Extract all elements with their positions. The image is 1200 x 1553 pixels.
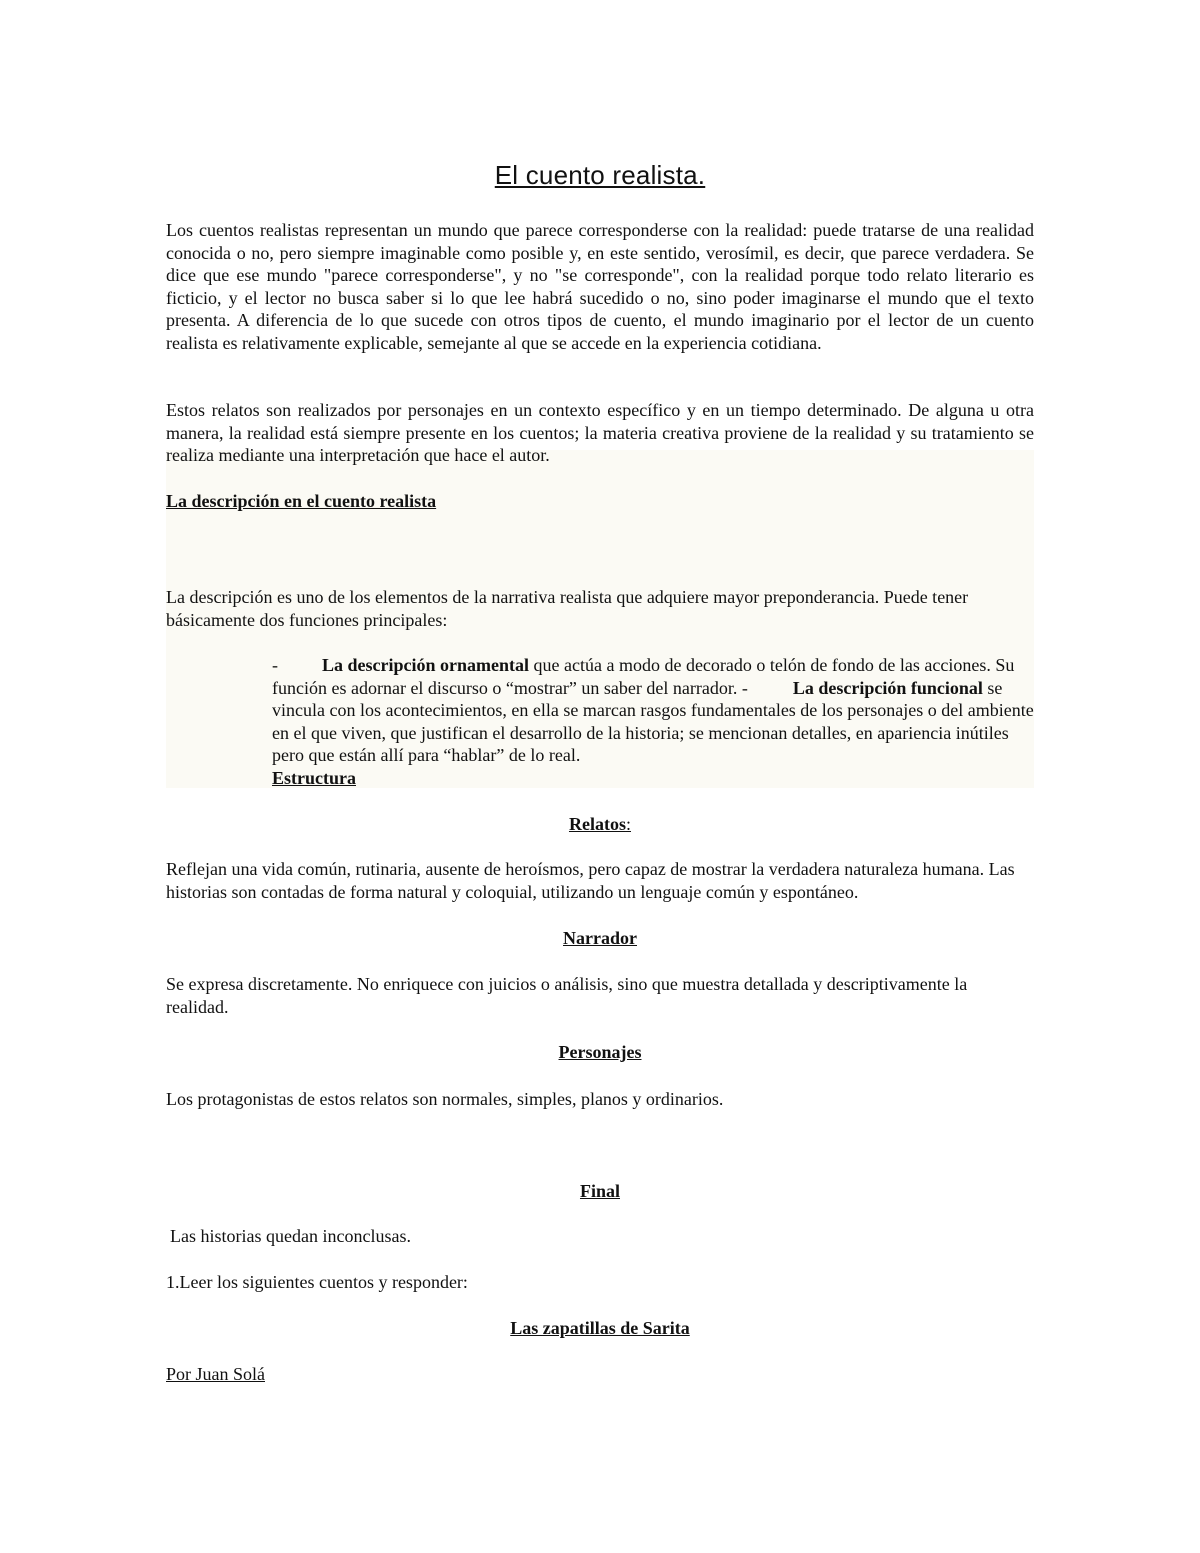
narrador-paragraph: Se expresa discretamente. No enriquece con juicios o análisis, sino que muestra detallada y descriptivamente la realidad. [166, 974, 968, 1017]
story-author: Por Juan Solá [166, 1364, 265, 1384]
list-dash: - [272, 655, 278, 675]
description-paragraph: La descripción es uno de los elementos de la narrativa realista que adquiere mayor preponderancia. Puede tener básicamente dos funciones principales: [166, 587, 969, 630]
intro-paragraph: Los cuentos realistas representan un mundo que parece corresponderse con la realidad: puede tratarse de una realidad conocida o no, pero siempre imaginable como posible y, en este sentido, verosímil, es decir, que parece verdadera. Se dice que ese mundo "parece corresponderse", y no "se corresponde", con la realidad porque todo relato literario es ficticio, y el lector no busca saber si lo que lee habrá sucedido o no, sino poder imaginarse el mundo que el texto presenta. A diferencia de lo que sucede con otros tipos de cuento, el mundo imaginario por el lector de un cuento realista es relativamente explicable, semejante al que se accede en la experiencia cotidiana. [166, 220, 1034, 353]
functional-term: La descripción funcional [792, 677, 983, 698]
context-paragraph: Estos relatos son realizados por personajes en un contexto específico y en un tiempo determinado. De alguna u otra manera, la realidad está siempre presente en los cuentos; la materia creativa proviene de la realidad y su tratamiento se realiza mediante una interpretación que hace el autor. [166, 400, 1034, 466]
final-paragraph: Las historias quedan inconclusas. [170, 1226, 411, 1246]
ornamental-text: que actúa a modo de decorado o telón de fondo de las acciones. Su función es adornar el discurso o “mostrar” un saber del narrador. - [272, 655, 1015, 698]
functional-text: se vincula con los acontecimientos, en ella se marcan rasgos fundamentales de los personajes o del ambiente en el que viven, que justifican el desarrollo de la historia; se mencionan detalles, en apariencia inútiles pero que están allí para “hablar” de lo real. [272, 677, 1034, 766]
final-heading: Final [579, 1181, 620, 1201]
personajes-paragraph: Los protagonistas de estos relatos son normales, simples, planos y ordinarios. [166, 1089, 724, 1109]
narrador-heading: Narrador [563, 928, 637, 948]
relatos-paragraph: Reflejan una vida común, rutinaria, ausente de heroísmos, pero capaz de mostrar la verdadera naturaleza humana. Las historias son contadas de forma natural y coloquial, utilizando un lenguaje común y espontáneo. [166, 859, 1015, 902]
structure-heading: Estructura [272, 767, 356, 788]
story-title: Las zapatillas de Sarita [510, 1318, 690, 1338]
description-heading: La descripción en el cuento realista [166, 491, 437, 511]
personajes-heading: Personajes [558, 1042, 642, 1062]
instruction-text: 1.Leer los siguientes cuentos y responder: [166, 1272, 468, 1292]
ornamental-term: La descripción ornamental [322, 655, 529, 675]
relatos-heading: Relatos: [568, 814, 631, 834]
description-functions-list [272, 654, 1034, 790]
document-title: El cuento realista. [494, 160, 706, 190]
